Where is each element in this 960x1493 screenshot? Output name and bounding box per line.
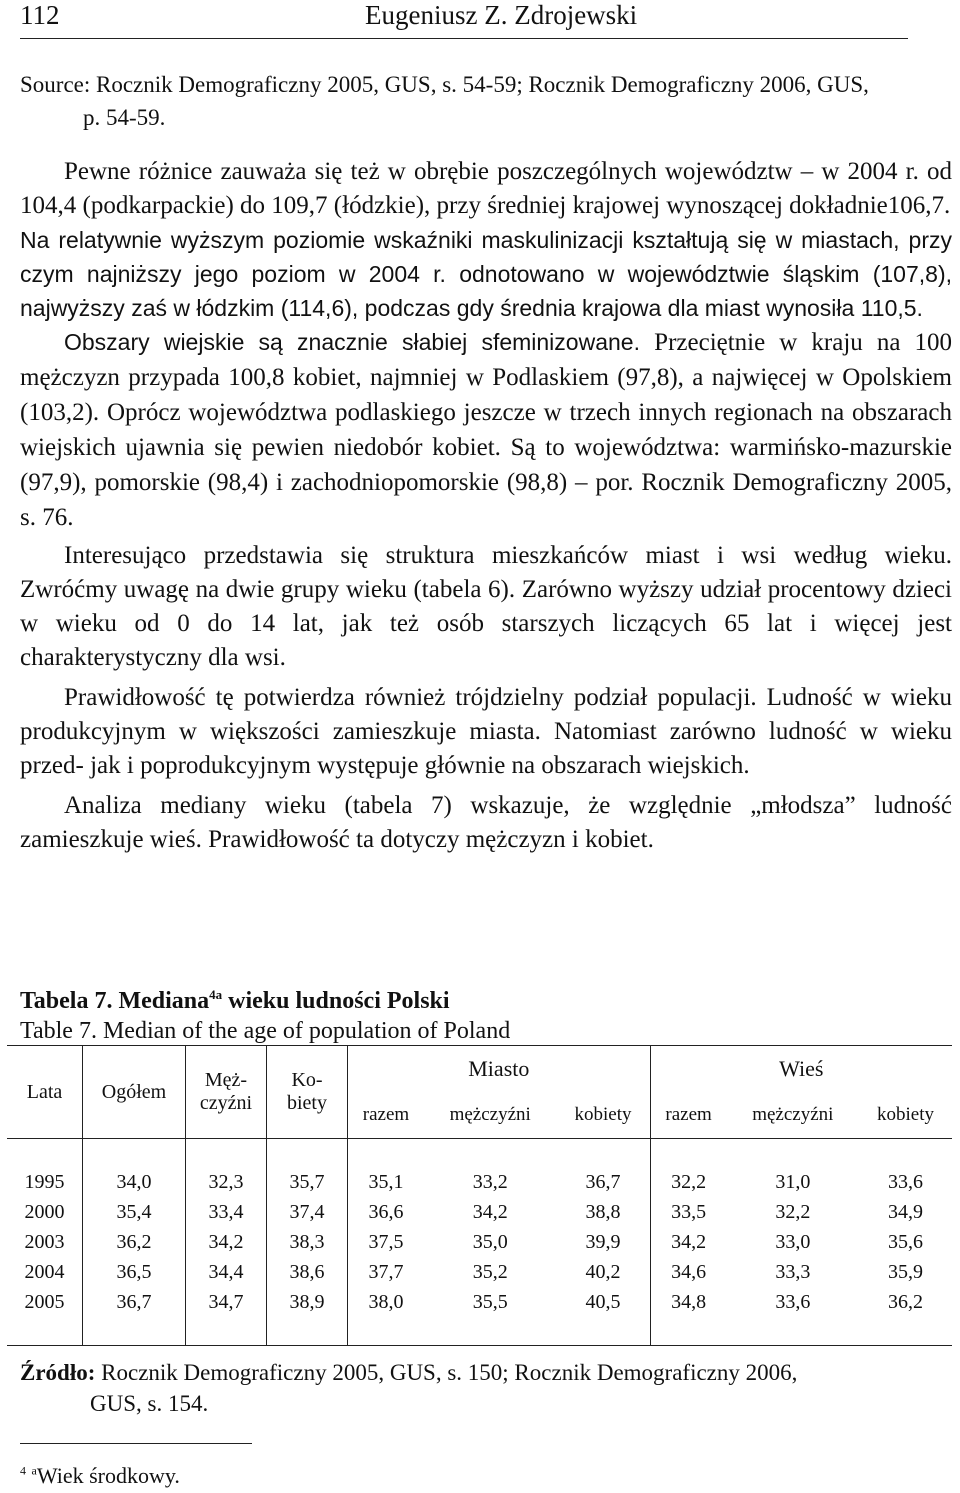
table-cell: 38,8 bbox=[556, 1197, 650, 1227]
col-kobiety-2: biety bbox=[287, 1092, 327, 1114]
table-cell: 31,0 bbox=[775, 1170, 811, 1193]
table-cell: 40,2 bbox=[556, 1257, 650, 1287]
caption-pl-suffix: wieku ludności Polski bbox=[222, 988, 450, 1014]
table-cell: 39,9 bbox=[556, 1227, 650, 1257]
footnote-text: Wiek środkowy. bbox=[36, 1463, 180, 1488]
table-cell: 36,2 bbox=[83, 1227, 186, 1257]
paragraph-sans-text: Obszary wiejskie są znacznie słabiej sfeminizowane. bbox=[64, 329, 640, 355]
table-cell: 38,0 bbox=[368, 1290, 404, 1313]
table-cell: 33,3 bbox=[775, 1260, 811, 1283]
table-cell: 32,3 bbox=[186, 1167, 267, 1197]
table-cell: 2003 bbox=[7, 1227, 83, 1257]
table-spacer bbox=[7, 1317, 952, 1346]
table-row bbox=[7, 1167, 952, 1197]
table-cell: 33,0 bbox=[775, 1230, 811, 1253]
table-cell: 2000 bbox=[7, 1197, 83, 1227]
table-cell: 34,9 bbox=[888, 1200, 924, 1223]
paragraph: Pewne różnice zauważa się też w obrębie poszczególnych województw – w 2004 r. od 104,4 (podkarpackie) do 109,7 (łódzkie), przy średniej krajowej wynoszącej dokładnie106,7. bbox=[20, 158, 952, 219]
caption-pl-sup: 4a bbox=[209, 987, 223, 1002]
table-cell: 34,7 bbox=[186, 1287, 267, 1317]
caption-pl-prefix: Tabela 7. Mediana bbox=[20, 988, 210, 1014]
table-cell: 34,2 bbox=[671, 1230, 707, 1253]
table-cell: 36,2 bbox=[888, 1290, 924, 1313]
col-kobiety bbox=[267, 1046, 348, 1139]
table-cell: 32,2 bbox=[775, 1200, 811, 1223]
paragraph-serif-text: Przeciętnie w kraju na 100 mężczyzn przypada 100,8 kobiet, najmniej w Podlaskiem (97,8), a najwięcej w Opolskiem (103,2). Oprócz województwa podlaskiego jeszcze w trzech innych regionach na obszarach wiejskich ujawnia się pewien niedobór kobiet. Są to województwa: warmińsko-mazurskie (97,9), pomorskie (98,4) i zachodniopomorskie (98,8) – por. Rocznik Demograficzny 2005, s. 76. bbox=[20, 329, 952, 531]
table-cell: 34,2 bbox=[472, 1200, 508, 1223]
col-ogolem: Ogółem bbox=[83, 1046, 186, 1139]
table-cell: 35,5 bbox=[472, 1290, 508, 1313]
table-source-label: Źródło: bbox=[20, 1360, 96, 1385]
paragraph: Analiza mediany wieku (tabela 7) wskazuje, że względnie „młodsza” ludność zamieszkuje wieś. Prawidłowość ta dotyczy mężczyzn i kobiet. bbox=[20, 792, 952, 853]
table-cell: 40,5 bbox=[556, 1287, 650, 1317]
source-note-line1: Source: Rocznik Demograficzny 2005, GUS, s. 54-59; Rocznik Demograficzny 2006, GUS, bbox=[20, 72, 869, 97]
table-cell: 37,7 bbox=[368, 1260, 404, 1283]
table-cell: 38,3 bbox=[267, 1227, 348, 1257]
footnote-number: 4 bbox=[20, 1463, 26, 1478]
table-caption bbox=[20, 980, 952, 1046]
paragraph-sans bbox=[20, 325, 952, 535]
footnote-sup: a bbox=[31, 1463, 37, 1478]
table-cell: 38,6 bbox=[267, 1257, 348, 1287]
table-source bbox=[20, 1357, 952, 1419]
table-cell: 38,9 bbox=[267, 1287, 348, 1317]
page-number: 112 bbox=[20, 0, 60, 30]
col-kobiety-1: Ko- bbox=[291, 1069, 323, 1091]
table-cell: 37,5 bbox=[368, 1230, 404, 1253]
table-cell: 36,6 bbox=[368, 1200, 404, 1223]
footnote bbox=[20, 1463, 180, 1489]
table-cell: 32,2 bbox=[671, 1170, 707, 1193]
table-cell: 35,6 bbox=[888, 1230, 924, 1253]
table-row bbox=[7, 1287, 952, 1317]
table-row bbox=[7, 1257, 952, 1287]
table-cell: 35,0 bbox=[472, 1230, 508, 1253]
table-cell: 33,6 bbox=[888, 1170, 924, 1193]
median-age-table bbox=[7, 1045, 952, 1346]
paragraph-sans bbox=[20, 223, 952, 325]
table-cell: 1995 bbox=[7, 1167, 83, 1197]
table-cell: 35,9 bbox=[888, 1260, 924, 1283]
sub-miasto-razem: razem bbox=[348, 1092, 424, 1139]
table-cell: 34,6 bbox=[671, 1260, 707, 1283]
table-body bbox=[7, 1167, 952, 1317]
sub-wies-razem: razem bbox=[650, 1092, 726, 1139]
sub-miasto-mezczyzni: mężczyźni bbox=[424, 1092, 556, 1139]
table-spacer bbox=[7, 1139, 952, 1168]
table-cell: 35,4 bbox=[83, 1197, 186, 1227]
footnote-rule bbox=[20, 1443, 252, 1444]
table-cell: 34,0 bbox=[83, 1167, 186, 1197]
table-cell: 33,4 bbox=[186, 1197, 267, 1227]
col-mezczyzni-1: Męż- bbox=[204, 1069, 248, 1091]
table-source-line2: GUS, s. 154. bbox=[90, 1391, 209, 1416]
sub-wies-kobiety: kobiety bbox=[859, 1092, 952, 1139]
table-cell: 35,1 bbox=[368, 1170, 404, 1193]
page-header bbox=[20, 0, 908, 39]
table-row bbox=[7, 1197, 952, 1227]
table-cell: 36,5 bbox=[83, 1257, 186, 1287]
table-header-row bbox=[7, 1046, 952, 1093]
table-cell: 2004 bbox=[7, 1257, 83, 1287]
table-cell: 34,2 bbox=[186, 1227, 267, 1257]
paragraph: Prawidłowość tę potwierdza również trójdzielny podział populacji. Ludność w wieku produkcyjnym w większości zamieszkuje miasta. Natomiast zarówno ludność w wieku przed- jak i poprodukcyjnym występuje głównie na obszarach wiejskich. bbox=[20, 684, 952, 779]
paragraph: Interesująco przedstawia się struktura mieszkańców miast i wsi według wieku. Zwróćmy uwagę na dwie grupy wieku (tabela 6). Zarówno wyższy udział procentowy dzieci w wieku od 0 do 14 lat, jak też osób starszych liczących 65 lat i więcej jest charakterystyczny dla wsi. bbox=[20, 542, 952, 671]
source-note bbox=[20, 68, 952, 134]
table-cell: 34,4 bbox=[186, 1257, 267, 1287]
col-lata: Lata bbox=[7, 1046, 83, 1139]
table-source-text: Rocznik Demograficzny 2005, GUS, s. 150; Rocznik Demograficzny 2006, bbox=[95, 1360, 798, 1385]
table-cell: 35,7 bbox=[267, 1167, 348, 1197]
source-note-line2: p. 54-59. bbox=[83, 105, 166, 130]
table-cell: 36,7 bbox=[83, 1287, 186, 1317]
caption-en: Table 7. Median of the age of population of Poland bbox=[20, 1018, 511, 1044]
body-text bbox=[20, 155, 952, 857]
table-cell: 33,6 bbox=[775, 1290, 811, 1313]
group-miasto: Miasto bbox=[348, 1046, 651, 1093]
table-cell: 36,7 bbox=[556, 1167, 650, 1197]
table-cell: 35,2 bbox=[472, 1260, 508, 1283]
running-title: Eugeniusz Z. Zdrojewski bbox=[365, 0, 638, 30]
table-row bbox=[7, 1227, 952, 1257]
group-wies: Wieś bbox=[650, 1046, 952, 1093]
table-cell: 33,5 bbox=[671, 1200, 707, 1223]
table-cell: 34,8 bbox=[671, 1290, 707, 1313]
paragraph-sans-text: Na relatywnie wyższym poziomie wskaźniki maskulinizacji kształtują się w miastach, przy czym najniższy jego poziom w 2004 r. odnotowano w województwie śląskim (107,8), najwyższy zaś w łódzkim (114,6), podczas gdy średnia krajowa dla miast wynosiła 110,5. bbox=[20, 227, 952, 321]
caption-pl bbox=[20, 980, 952, 1016]
col-mezczyzni bbox=[186, 1046, 267, 1139]
table-source-line1 bbox=[20, 1360, 797, 1385]
sub-wies-mezczyzni: mężczyźni bbox=[727, 1092, 859, 1139]
table-cell: 37,4 bbox=[267, 1197, 348, 1227]
table-cell: 2005 bbox=[7, 1287, 83, 1317]
sub-miasto-kobiety: kobiety bbox=[556, 1092, 650, 1139]
col-mezczyzni-2: czyźni bbox=[199, 1092, 253, 1114]
table-cell: 33,2 bbox=[472, 1170, 508, 1193]
